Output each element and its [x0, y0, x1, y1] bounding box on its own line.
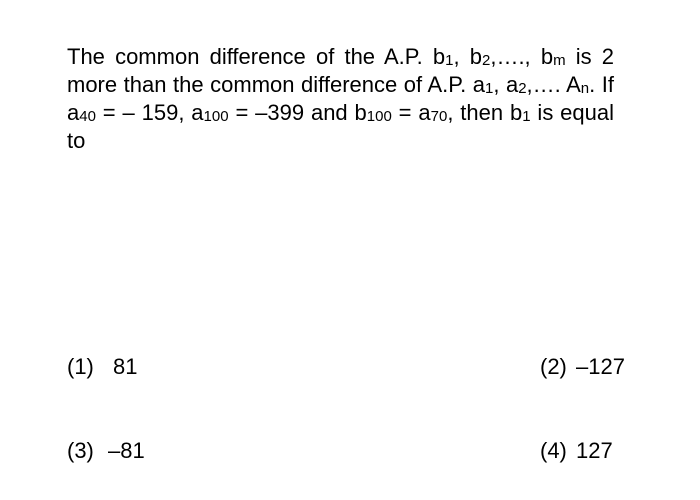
question-text-part: = a	[391, 100, 431, 125]
subscript: 2	[518, 80, 527, 97]
question-text-part: = –399 and b	[228, 100, 367, 125]
question-text-part: ,…. A	[526, 72, 581, 97]
question-text-part: , b	[453, 44, 482, 69]
option-2[interactable]	[540, 353, 625, 381]
option-value: 127	[576, 438, 613, 463]
subscript: 100	[366, 108, 392, 125]
option-number: (4)	[540, 438, 567, 463]
question-text	[67, 43, 614, 155]
subscript: n	[580, 80, 590, 97]
subscript: 2	[481, 52, 491, 69]
option-3[interactable]	[67, 437, 145, 465]
option-value: 81	[113, 354, 138, 379]
question-text-part: ,…., b	[490, 44, 554, 69]
question-text-part: is 2 more than the common difference of A.P. a	[67, 44, 614, 97]
option-1[interactable]	[67, 353, 137, 381]
subscript: 1	[522, 108, 531, 125]
subscript: 100	[203, 108, 229, 125]
option-number: (3)	[67, 438, 94, 463]
subscript: 1	[484, 80, 494, 97]
option-number: (2)	[540, 354, 567, 379]
subscript: 1	[445, 52, 454, 69]
subscript: m	[553, 52, 566, 69]
option-value: –127	[576, 354, 625, 379]
question-text-part: , then b	[447, 100, 523, 125]
question-text-part: . If a	[67, 72, 614, 125]
question-text-part: The common difference of the A.P. b	[67, 44, 446, 69]
subscript: 40	[79, 108, 96, 125]
option-value: –81	[108, 438, 145, 463]
option-number: (1)	[67, 354, 94, 379]
option-4[interactable]	[540, 437, 613, 465]
subscript: 70	[430, 108, 448, 125]
question-text-part: = – 159, a	[95, 100, 204, 125]
question-text-part: is equal to	[67, 100, 615, 153]
question-text-part: , a	[493, 72, 519, 97]
